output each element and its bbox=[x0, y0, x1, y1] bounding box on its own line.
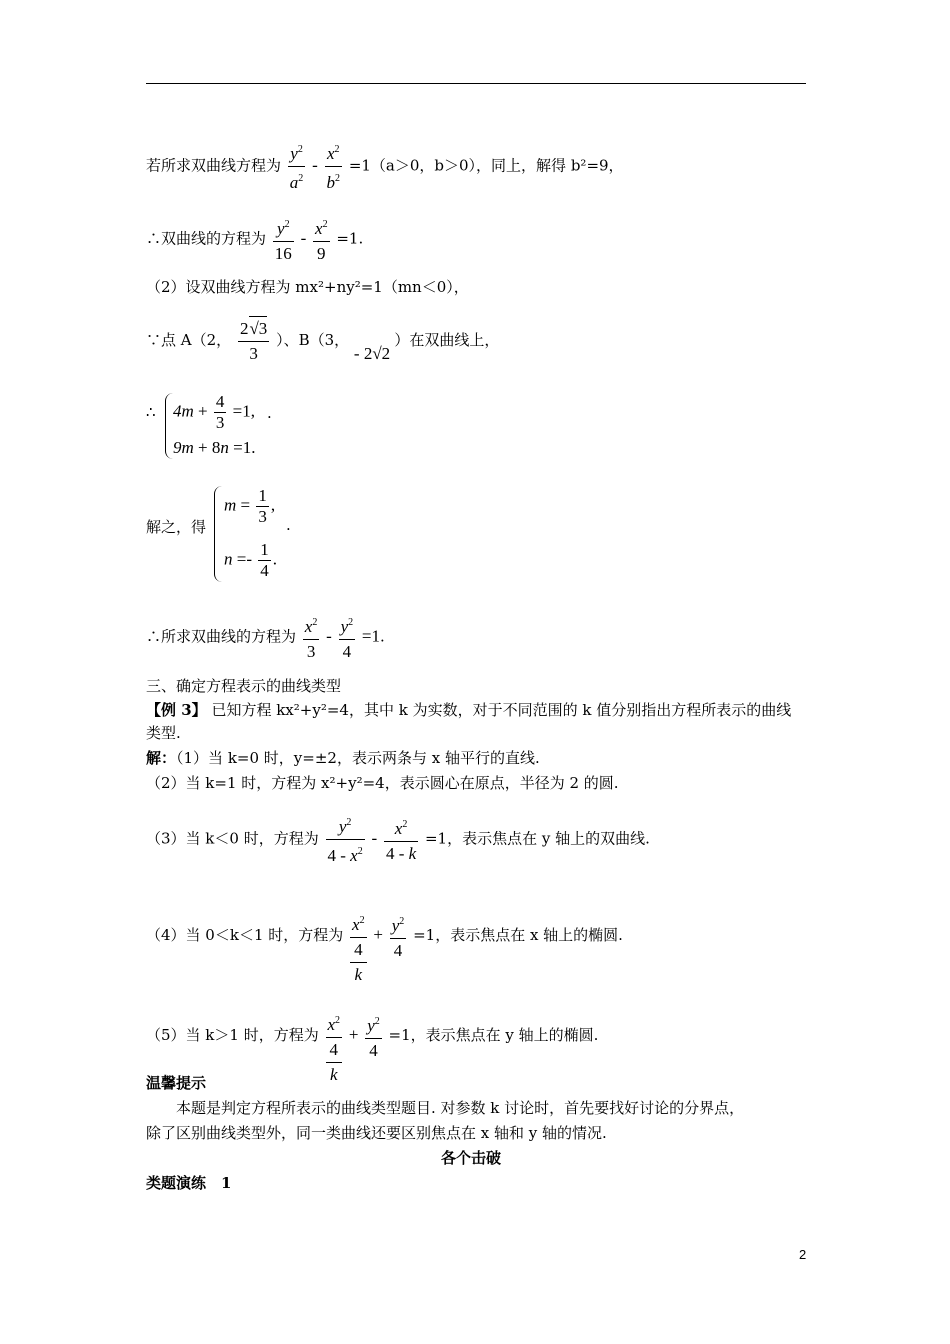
solution-5: （5）当 k＞1 时，方程为 $x^2$ 4 k + $\frac{y^2}{4}$ =1，表示焦点在 y 轴上的椭圆. bbox=[146, 997, 598, 1075]
solution-3: （3）当 k＜0 时，方程为 $\frac{y^2}{4 - x^2}$ - $\frac{x^2}{4 - k}$ =1，表示焦点在 y 轴上的双曲线. bbox=[146, 811, 650, 868]
sol4-post: =1，表示焦点在 x 轴上的椭圆. bbox=[413, 926, 623, 944]
fraction-x2-3: $\frac{x^2}{3}$ bbox=[303, 611, 320, 664]
sol3-post: =1，表示焦点在 y 轴上的双曲线. bbox=[424, 829, 650, 848]
text-line-4 bbox=[146, 316, 499, 366]
example-text-2: 类型. bbox=[146, 724, 181, 742]
fraction-y2-4: $\frac{y^2}{4}$ bbox=[339, 611, 356, 664]
neg-2sqrt2: - 2√2 bbox=[353, 344, 395, 363]
system2-post: . bbox=[286, 516, 291, 534]
system1-post: . bbox=[267, 404, 272, 422]
sol4-pre: （4）当 0＜k＜1 时，方程为 bbox=[146, 926, 344, 944]
tip-text-1: 本题是判定方程所表示的曲线类型题目. 对参数 k 讨论时，首先要找好讨论的分界点， bbox=[176, 1099, 745, 1117]
example-tag: 【例 3】 bbox=[146, 701, 207, 719]
text-line-7: ∴所求双曲线的方程为 $\frac{x^2}{3}$ - $\frac{y^2}{4}$ =1. bbox=[146, 611, 385, 664]
text-line-2: ∴双曲线的方程为 $\frac{y^2}{16}$ - $\frac{x^2}{9}$ =1. bbox=[146, 213, 363, 266]
solution-1 bbox=[146, 747, 540, 769]
page-number: 2 bbox=[799, 1247, 807, 1262]
text-line-3: （2）设双曲线方程为 mx²+ny²=1（mn＜0）， bbox=[146, 278, 469, 296]
solution-4: （4）当 0＜k＜1 时，方程为 $x^2$ 4 k + $\frac{y^2}{4}$ =1，表示焦点在 x 轴上的椭圆. bbox=[146, 897, 623, 975]
system1-eq2: 9m + 8n =1. bbox=[173, 438, 256, 457]
fraction-y2-4-b: $\frac{y^2}{4}$ bbox=[390, 910, 407, 963]
example-3 bbox=[146, 699, 791, 721]
header-rule bbox=[146, 83, 806, 84]
section-heading: 三、确定方程表示的曲线类型 bbox=[146, 677, 342, 695]
line2-pre: ∴双曲线的方程为 bbox=[146, 229, 267, 248]
line1-post: =1（a＞0，b＞0），同上，解得 b²=9， bbox=[348, 156, 624, 175]
line4-mid: ）、B（3， bbox=[276, 331, 350, 349]
system2-eq2: n =- $\frac{1}{4}$ . bbox=[224, 540, 277, 580]
drill-heading: 类题演练 1 bbox=[146, 1174, 232, 1192]
solve-label: 解之，得 bbox=[146, 518, 207, 536]
line1-pre: 若所求双曲线方程为 bbox=[146, 156, 282, 175]
line2-post: =1. bbox=[336, 229, 364, 248]
line4-post: ）在双曲线上， bbox=[394, 331, 500, 349]
fraction-y2-a2: $\frac{y^2}{a^2}$ bbox=[288, 138, 306, 195]
fraction-y2-16: $\frac{y^2}{16}$ bbox=[273, 213, 294, 266]
fraction-2sqrt3-3: $\frac{2√3}{3}$ bbox=[238, 316, 269, 366]
solution-2: （2）当 k=1 时，方程为 x²+y²=4，表示圆心在原点，半径为 2 的圆. bbox=[146, 774, 619, 792]
therefore-symbol: ∴ bbox=[146, 403, 156, 421]
sol5-post: =1，表示焦点在 y 轴上的椭圆. bbox=[388, 1026, 599, 1044]
system2-eq1: m = $\frac{1}{3}$ , bbox=[224, 486, 276, 526]
solution-1-text: （1）当 k=0 时，y=±2，表示两条与 x 轴平行的直线. bbox=[176, 749, 540, 767]
fraction-x2-over-4-over-k-b: $x^2$ 4 k bbox=[326, 1009, 343, 1087]
fraction-x2-over-4-over-k: $x^2$ 4 k bbox=[350, 909, 367, 987]
solution-tag: 解： bbox=[146, 749, 177, 767]
line7-pre: ∴所求双曲线的方程为 bbox=[146, 627, 297, 646]
center-title: 各个击破 bbox=[441, 1149, 502, 1167]
example-text: 已知方程 kx²+y²=4，其中 k 为实数，对于不同范围的 k 值分别指出方程所表示的曲线 bbox=[211, 701, 792, 719]
tip-text-2: 除了区别曲线类型外，同一类曲线还要区别焦点在 x 轴和 y 轴的情况. bbox=[146, 1124, 607, 1142]
fraction-x2-9: $\frac{x^2}{9}$ bbox=[313, 213, 330, 266]
text-line-1: 若所求双曲线方程为 $\frac{y^2}{a^2}$ - $\frac{x^2}{b^2}$ =1（a＞0，b＞0），同上，解得 b²=9， bbox=[146, 138, 624, 195]
line4-pre: ∵点 A（2， bbox=[146, 331, 232, 349]
fraction-x2-4-k: $\frac{x^2}{4 - k}$ bbox=[384, 813, 418, 866]
system-brace-2 bbox=[214, 486, 223, 582]
fraction-y2-4-x2: $\frac{y^2}{4 - x^2}$ bbox=[326, 811, 365, 868]
line7-post: . bbox=[380, 627, 385, 646]
fraction-x2-b2: $\frac{x^2}{b^2}$ bbox=[325, 138, 343, 195]
system1-eq1: 4m + $\frac{4}{3}$ =1, bbox=[173, 392, 255, 432]
sol5-pre: （5）当 k＞1 时，方程为 bbox=[146, 1026, 319, 1044]
fraction-y2-4-c: $\frac{y^2}{4}$ bbox=[365, 1010, 382, 1063]
sol3-pre: （3）当 k＜0 时，方程为 bbox=[146, 829, 319, 848]
tip-title: 温馨提示 bbox=[146, 1074, 207, 1092]
